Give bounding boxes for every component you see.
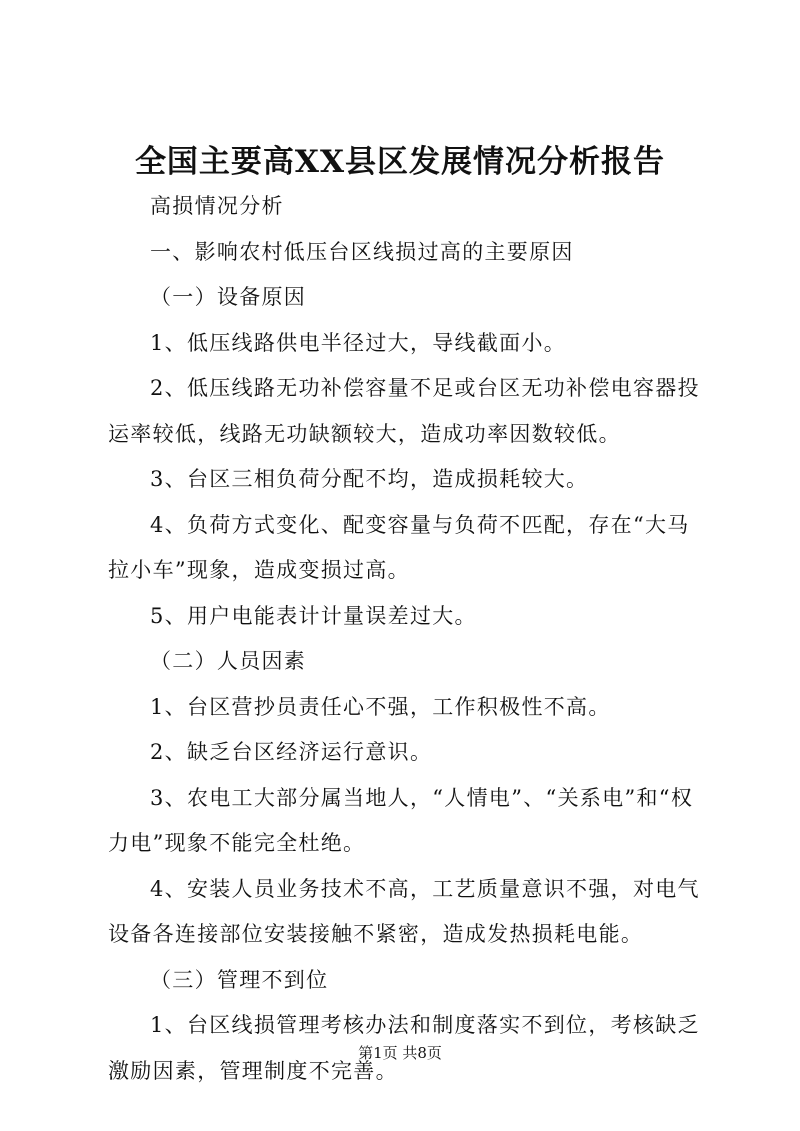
page-number-footer: 第1页 共8页: [358, 1044, 442, 1062]
paragraph-item: 2、低压线路无功补偿容量不足或台区无功补偿电容器投运率较低，线路无功缺额较大，造成功率因数较低。: [108, 376, 700, 446]
paragraph-item: 3、农电工大部分属当地人，“人情电”、“关系电”和“权力电”现象不能完全杜绝。: [108, 785, 694, 855]
paragraph-subsection-personnel: （二）人员因素: [150, 649, 307, 673]
document-body: [108, 184, 703, 1094]
paragraph-item: 4、安装人员业务技术不高，工艺质量意识不强，对电气设备各连接部位安装接触不紧密，造成发热损耗电能。: [108, 876, 700, 946]
paragraph-item: 4、负荷方式变化、配变容量与负荷不匹配，存在“大马拉小车”现象，造成变损过高。: [108, 512, 690, 582]
paragraph-item: 1、台区营抄员责任心不强，工作积极性不高。: [150, 694, 611, 719]
document-title: 全国主要高XX县区发展情况分析报告: [134, 144, 666, 180]
paragraph-item: 1、低压线路供电半径过大，导线截面小。: [150, 330, 567, 355]
paragraph-item: 5、用户电能表计计量误差过大。: [150, 603, 477, 628]
paragraph-section-1: 一、影响农村低压台区线损过高的主要原因: [150, 239, 574, 264]
paragraph-subsection-equipment: （一）设备原因: [150, 285, 307, 309]
paragraph-item: 2、缺乏台区经济运行意识。: [150, 740, 433, 764]
paragraph-item: 1、台区线损管理考核办法和制度落实不到位，考核缺乏激励因素，管理制度不完善。: [108, 1013, 700, 1083]
paragraph-subsection-management: （三）管理不到位: [150, 967, 329, 992]
paragraph-heading-loss-analysis: 高损情况分析: [150, 194, 284, 218]
paragraph-item: 3、台区三相负荷分配不均，造成损耗较大。: [150, 467, 589, 491]
